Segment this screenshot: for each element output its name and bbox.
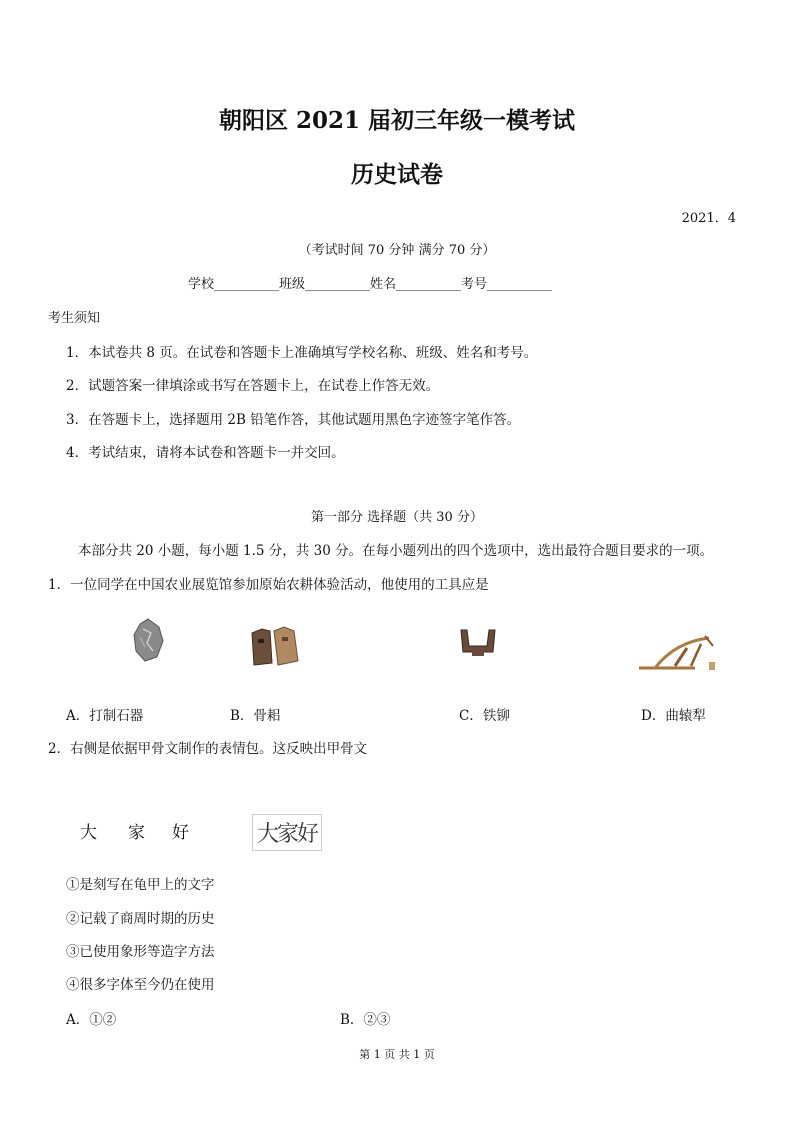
emoji-char: 大 — [80, 823, 97, 843]
oracle-bone-emoji: 大家好 — [252, 814, 322, 851]
bone-spade-image — [248, 625, 300, 667]
q1-option-b: B．骨耜 — [230, 708, 281, 724]
q2-statement: ③已使用象形等造字方法 — [66, 944, 215, 960]
emoji-char: 家 — [128, 823, 145, 843]
q1-option-a: A．打制石器 — [66, 708, 144, 724]
notice-item: 2．试题答案一律填涂或书写在答题卡上，在试卷上作答无效。 — [66, 378, 440, 394]
notice-item: 1．本试卷共 8 页。在试卷和答题卡上准确填写学校名称、班级、姓名和考号。 — [66, 345, 538, 361]
exam-title: 朝阳区 2021 届初三年级一模考试 — [218, 107, 576, 134]
notice-heading: 考生须知 — [48, 311, 101, 326]
paper-subtitle: 历史试卷 — [351, 161, 443, 188]
exam-duration: （考试时间 70 分钟 满分 70 分） — [298, 243, 496, 258]
part1-intro: 本部分共 20 小题，每小题 1.5 分，共 30 分。在每小题列出的四个选项中，选出最符合题目要求的一项。 — [78, 543, 714, 559]
part1-heading: 第一部分 选择题（共 30 分） — [311, 510, 483, 525]
q2-statement: ④很多字体至今仍在使用 — [66, 977, 215, 993]
student-info-line: 学校__________班级__________姓名__________考号__________ — [188, 277, 553, 292]
iron-tool-image — [458, 626, 498, 660]
page-footer: 第 1 页 共 1 页 — [359, 1048, 435, 1061]
q2-option-a: A．①② — [66, 1012, 117, 1028]
q1-option-c: C．铁铆 — [459, 708, 510, 724]
notice-item: 3．在答题卡上，选择题用 2B 铅笔作答，其他试题用黑色字迹签字笔作答。 — [66, 412, 521, 428]
emoji-char: 好 — [172, 823, 189, 843]
notice-item: 4．考试结束，请将本试卷和答题卡一并交回。 — [66, 445, 345, 461]
curved-plow-image — [635, 632, 717, 672]
q1-stem: 1．一位同学在中国农业展览馆参加原始农耕体验活动，他使用的工具应是 — [48, 577, 489, 593]
q2-option-b: B．②③ — [340, 1012, 391, 1028]
q2-stem: 2．右侧是依据甲骨文制作的表情包。这反映出甲骨文 — [48, 741, 368, 757]
q2-statement: ②记载了商周时期的历史 — [66, 911, 215, 927]
stone-tool-image — [131, 617, 165, 663]
q2-statement: ①是刻写在龟甲上的文字 — [66, 877, 215, 893]
exam-date: 2021．4 — [681, 211, 736, 226]
q1-option-d: D．曲辕犁 — [641, 708, 706, 724]
